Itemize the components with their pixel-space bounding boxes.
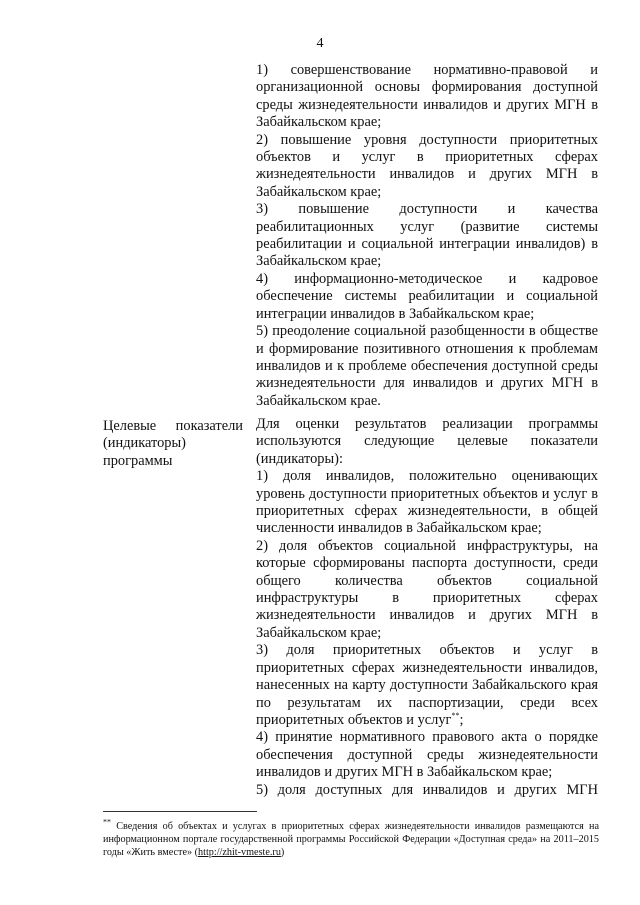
goal-item: 3) повышение доступности и качества реабилитационных услуг (развитие системы реабилитации и социальной интеграции инвалидов) в Забайкальском крае;	[256, 201, 598, 270]
footnote-text: Сведения об объектах и услугах в приоритетных сферах жизнедеятельности инвалидов размещаются на информационном портале государственной программы Российской Федерации «Доступная среда» на 2011–2015 годы «Жить вместе» (	[103, 821, 599, 858]
indicator-item-end: ;	[459, 711, 464, 728]
page-number: 4	[316, 36, 324, 51]
indicators-intro: Для оценки результатов реализации программы используются следующие целевые показатели (индикаторы):	[256, 416, 598, 467]
footnote-mark: **	[103, 817, 111, 827]
footnote-text-end: )	[280, 847, 285, 858]
label-line: Целевые показатели	[103, 418, 243, 434]
indicator-item: 4) принятие нормативного правового акта о порядке обеспечения доступной среды жизнедеятельности инвалидов и других МГН в Забайкальском крае;	[256, 729, 598, 781]
footnote	[103, 817, 599, 859]
label-line: программы	[103, 452, 173, 469]
indicators-list	[256, 416, 598, 799]
indicator-item	[256, 642, 598, 729]
goal-item: 2) повышение уровня доступности приоритетных объектов и услуг в приоритетных сферах жизнедеятельности инвалидов и других МГН в Забайкальском крае;	[256, 131, 598, 200]
indicator-item: 1) доля инвалидов, положительно оценивающих уровень доступности приоритетных объектов и услуг в приоритетных сферах жизнедеятельности, в общей численности инвалидов в Забайкальском крае;	[256, 468, 598, 537]
goal-item: 1) совершенствование нормативно-правовой и организационной основы формирования доступной среды жизнедеятельности инвалидов и других МГН в Забайкальском крае;	[256, 62, 598, 131]
indicator-item: 2) доля объектов социальной инфраструктуры, на которые сформированы паспорта доступности, среди общего количества объектов социальной инфраструктуры в приоритетных сферах жизнедеятельности инвалидов и других МГН в Забайкальском крае;	[256, 537, 598, 641]
indicators-section-label	[103, 418, 243, 470]
label-line: (индикаторы)	[103, 435, 186, 452]
program-goals-list	[256, 62, 598, 410]
footnote-divider	[103, 811, 257, 812]
goal-item: 4) информационно-методическое и кадровое обеспечение системы реабилитации и социальной интеграции инвалидов в Забайкальском крае;	[256, 270, 598, 322]
indicator-item-text: 3) доля приоритетных объектов и услуг в приоритетных сферах жизнедеятельности инвалидов, нанесенных на карту доступности Забайкальского края по результатам их паспортизации, среди всех приоритетных объектов и услуг	[256, 642, 598, 728]
goal-item: 5) преодоление социальной разобщенности в обществе и формирование позитивного отношения к проблемам инвалидов и к проблеме обеспечения доступной среды жизнедеятельности для инвалидов и других МГН в Забайкальском крае.	[256, 323, 598, 409]
indicator-item: 5) доля доступных для инвалидов и других МГН	[256, 781, 598, 798]
footnote-reference: **	[451, 711, 460, 721]
footnote-link[interactable]: http://zhit-vmeste.ru	[198, 847, 281, 858]
